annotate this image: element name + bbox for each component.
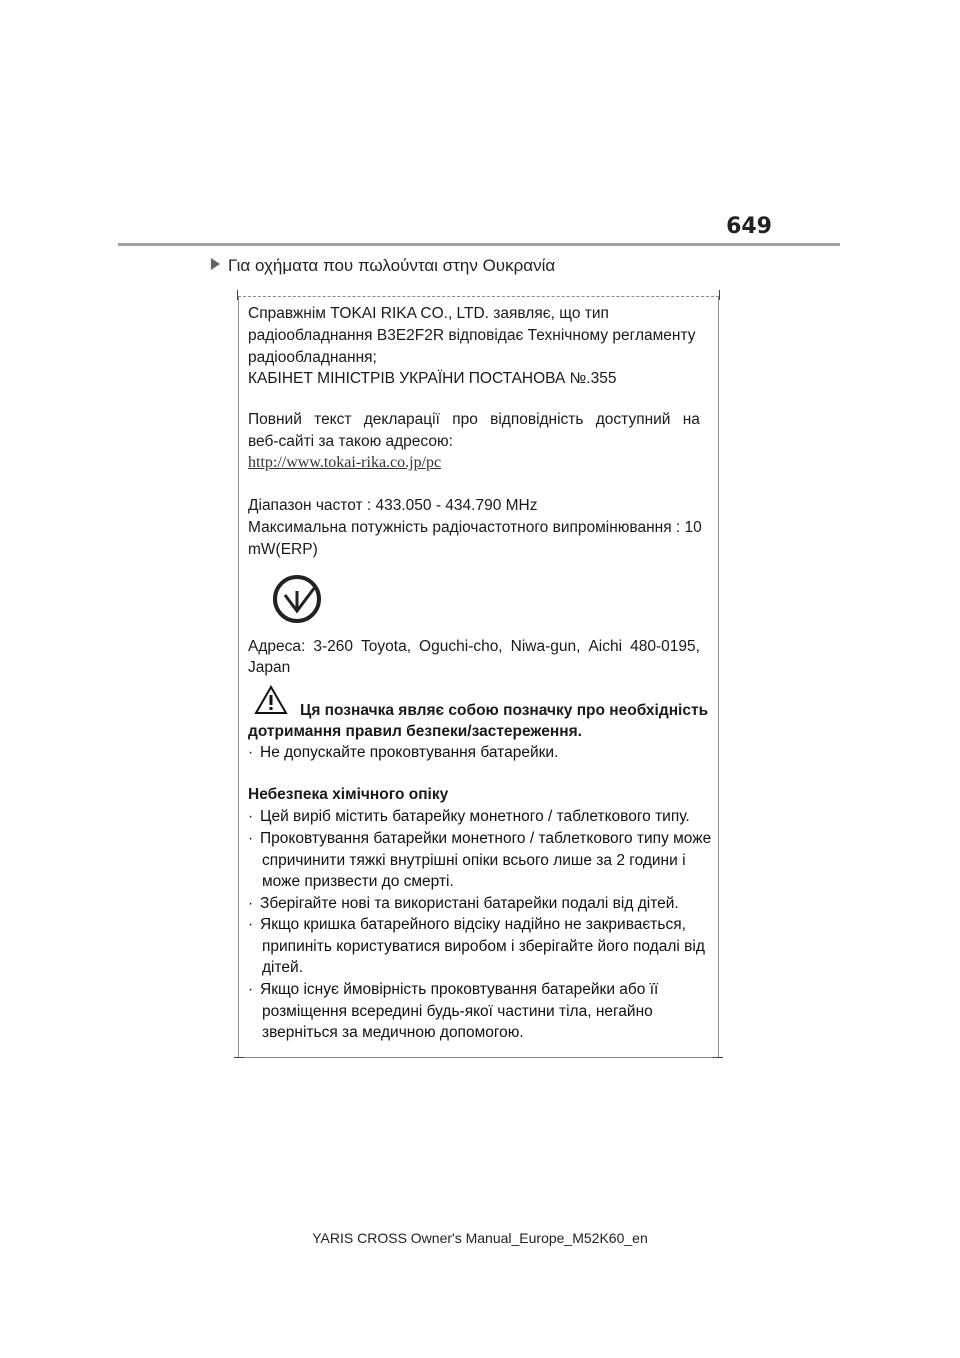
section-heading-text: Για οχήματα που πωλούνται στην Ουκρανία (228, 256, 556, 275)
word: на (682, 411, 700, 428)
word: текст (314, 411, 352, 428)
bullet-dot: · (248, 916, 254, 933)
address-line: Japan (248, 659, 291, 676)
declaration-line: Справжнім TOKAI RIKA CO., LTD. заявляє, що тип (248, 305, 609, 322)
hazard-item-continuation: спричинити тяжкі внутрішні опіки всього лише за 2 години і (262, 852, 686, 869)
hazard-item-text: Цей виріб містить батарейку монетного / таблеткового типу. (260, 808, 690, 825)
hazard-bullet (248, 894, 679, 914)
word: Toyota, (361, 638, 412, 655)
max-power-line: Максимальна потужність радіочастотного випромінювання : 10 (248, 519, 702, 536)
hazard-item-continuation: дітей. (262, 959, 303, 976)
hazard-item-text: Якщо кришка батарейного відсіку надійно не закривається, (260, 916, 686, 933)
word: відповідність (490, 411, 584, 428)
bullet-dot: · (248, 808, 254, 825)
warning-bullet (248, 743, 558, 763)
triangle-bullet-icon (211, 258, 220, 270)
hazard-bullet (248, 915, 686, 935)
full-text-line: веб-сайті за такою адресою: (248, 433, 453, 450)
hazard-item-continuation: розміщення всередині будь-якої частини тіла, негайно (262, 1003, 653, 1020)
hazard-item-continuation: зверніться за медичною допомогою. (262, 1024, 524, 1041)
frequency-range: Діапазон частот : 433.050 - 434.790 MHz (248, 497, 538, 514)
page-number: 649 (726, 214, 772, 239)
bullet-dot: · (248, 981, 254, 998)
hazard-item-text: Проковтування батарейки монетного / таблеткового типу може (260, 830, 712, 847)
warning-text: Ця позначка являє собою позначку про необхідність (300, 702, 709, 719)
hazard-item-continuation: може призвести до смерті. (262, 873, 454, 890)
warning-triangle-icon (254, 685, 288, 715)
bullet-dot: · (248, 744, 254, 761)
bullet-dot: · (248, 830, 254, 847)
hazard-item-text: Зберігайте нові та використані батарейки подалі від дітей. (260, 895, 679, 912)
section-heading (211, 256, 555, 276)
declaration-line: радіообладнання B3E2F2R відповідає Технічному регламенту (248, 327, 696, 344)
word: Aichi (588, 638, 623, 655)
corner-tick (719, 290, 720, 300)
max-power-line: mW(ERP) (248, 541, 318, 558)
full-text-line (248, 410, 700, 430)
declaration-url-link[interactable]: http://www.tokai-rika.co.jp/pc (248, 454, 442, 471)
word: декларації (363, 411, 440, 428)
word: доступний (595, 411, 671, 428)
corner-tick (713, 1057, 723, 1058)
declaration-line: КАБІНЕТ МІНІСТРІВ УКРАЇНИ ПОСТАНОВА №.355 (248, 370, 617, 387)
header-rule (118, 243, 840, 246)
word: про (452, 411, 478, 428)
word: Niwa-gun, (510, 638, 581, 655)
word: 3-260 (313, 638, 353, 655)
bullet-dot: · (248, 895, 254, 912)
hazard-item-continuation: припиніть користуватися виробом і зберігайте його подалі від (262, 938, 705, 955)
declaration-line: радіообладнання; (248, 349, 377, 366)
hazard-bullet (248, 980, 658, 1000)
hazard-item-text: Якщо існує ймовірність проковтування батарейки або її (260, 981, 659, 998)
corner-tick (234, 1057, 244, 1058)
hazard-bullet (248, 807, 690, 827)
footer-manual-title: YARIS CROSS Owner's Manual_Europe_M52K60_en (312, 1230, 648, 1246)
warning-text: дотримання правил безпеки/застереження. (248, 723, 582, 740)
word: Адреса: (248, 638, 306, 655)
corner-tick (237, 290, 238, 300)
warning-bullet-text: Не допускайте проковтування батарейки. (260, 744, 559, 761)
word: Повний (248, 411, 302, 428)
address-line (248, 637, 700, 657)
hazard-bullet (248, 829, 711, 849)
word: 480-0195, (630, 638, 700, 655)
ukrainian-conformity-mark-icon (271, 573, 323, 625)
word: Oguchi-cho, (419, 638, 503, 655)
hazard-title: Небезпека хімічного опіку (248, 786, 449, 803)
